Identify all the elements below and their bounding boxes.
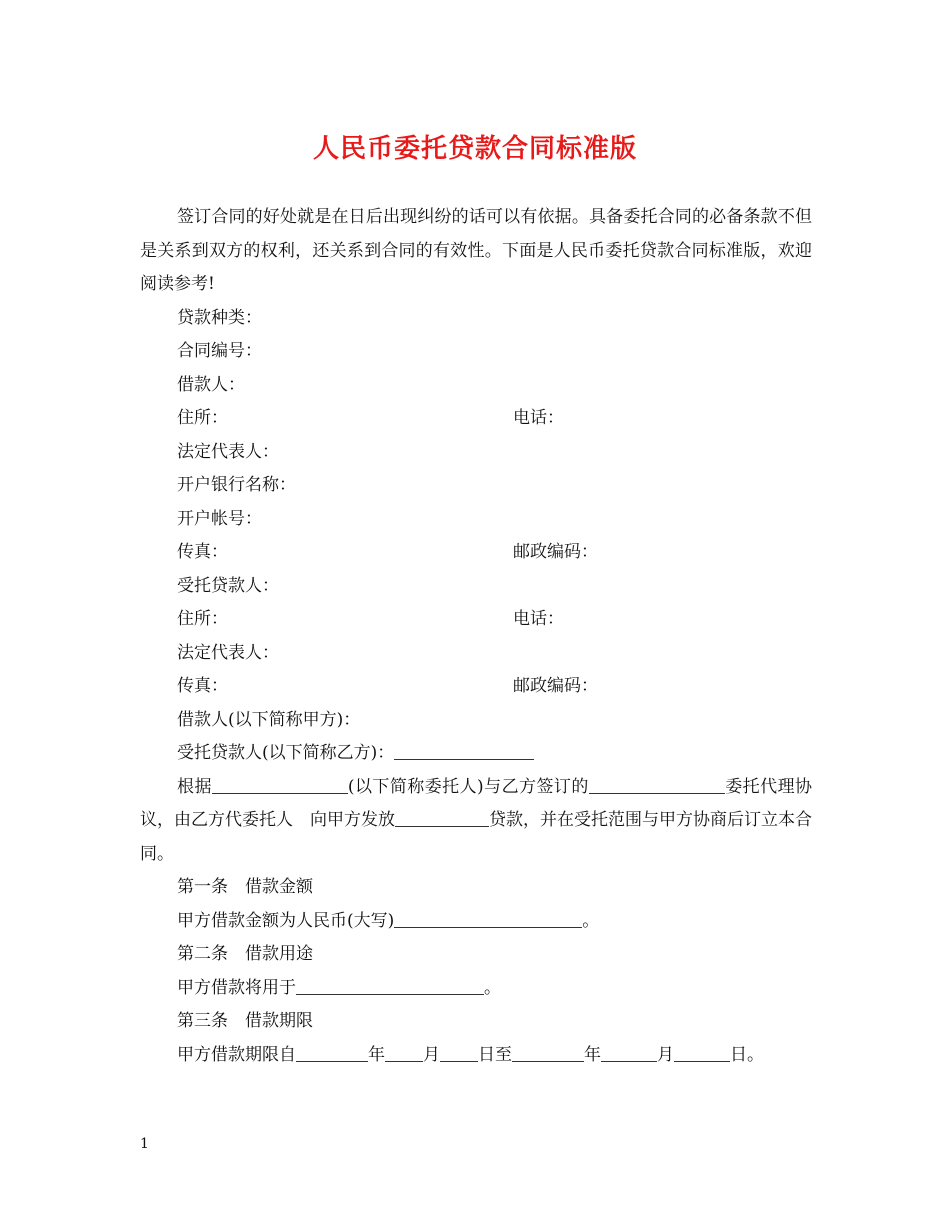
article-3-heading: 第三条 借款期限: [177, 1011, 313, 1031]
row-fax-postcode-2: [140, 670, 812, 704]
article-2-heading: 第二条 借款用途: [177, 944, 313, 964]
blank-amount: [394, 909, 582, 928]
blank-principal: [212, 775, 348, 794]
field-borrower: 借款人：: [177, 374, 245, 395]
field-address-1: 住所：: [177, 408, 228, 428]
article-3-from: 甲方借款期限自: [177, 1044, 296, 1065]
basis-paragraph: [140, 771, 812, 872]
blank-end-year: [512, 1043, 584, 1062]
field-phone-1: 电话：: [513, 408, 564, 428]
article-3-year-1: 年: [368, 1044, 385, 1065]
page-number: 1: [140, 1136, 149, 1152]
field-address-2: 住所：: [177, 609, 228, 629]
row-address-phone-1: [140, 402, 812, 436]
row-fax-postcode-1: [140, 536, 812, 570]
field-postcode-1: 邮政编码：: [513, 542, 598, 562]
article-1-text-after: 。: [582, 910, 600, 931]
row-address-phone-2: [140, 603, 812, 637]
field-postcode-2: 邮政编码：: [513, 676, 598, 696]
field-bank-name: 开户银行名称：: [177, 475, 296, 495]
blank-start-year: [296, 1043, 368, 1062]
article-2-text-before: 甲方借款将用于: [177, 977, 296, 998]
basis-text-3: 委托代理协议，由乙方代委托人 向甲方发放: [140, 776, 813, 830]
field-loan-type: 贷款种类：: [177, 307, 262, 328]
article-1-text: [140, 905, 812, 939]
blank-start-month: [385, 1043, 423, 1062]
article-1-heading: 第一条 借款金额: [177, 877, 313, 897]
blank-agreement: [589, 775, 725, 794]
field-contract-no: 合同编号：: [177, 341, 262, 361]
basis-text-2: (以下简称委托人)与乙方签订的: [347, 776, 589, 797]
field-party-a: 借款人(以下简称甲方)：: [177, 709, 361, 730]
field-legal-rep-2: 法定代表人：: [177, 642, 279, 663]
field-fax-1: 传真：: [177, 542, 228, 562]
document-body: [140, 201, 812, 1072]
article-2-text: [140, 972, 812, 1006]
basis-text-4: 贷款，并在受托范围与甲方协商后订立本合同。: [140, 810, 812, 864]
article-2-text-after: 。: [484, 977, 501, 998]
blank-purpose: [296, 976, 484, 995]
blank-end-month: [601, 1043, 657, 1062]
article-3-month-1: 月: [423, 1044, 440, 1065]
basis-text-1: 根据: [177, 776, 212, 797]
article-3-day-2: 日。: [730, 1044, 764, 1065]
field-legal-rep-1: 法定代表人：: [177, 441, 279, 462]
article-3-year-2: 年: [584, 1044, 601, 1065]
field-trustee-lender: 受托贷款人：: [177, 575, 279, 596]
article-1-text-before: 甲方借款金额为人民币(大写): [177, 910, 395, 931]
article-3-to: 日至: [478, 1044, 512, 1065]
article-3-text: [140, 1039, 812, 1073]
field-phone-2: 电话：: [513, 609, 564, 629]
field-party-b: 受托贷款人(以下简称乙方)：: [177, 743, 395, 763]
blank-party-b: [394, 741, 534, 760]
field-account-no: 开户帐号：: [177, 508, 262, 529]
blank-loan-kind: [395, 808, 489, 827]
intro-paragraph: 签订合同的好处就是在日后出现纠纷的话可以有依据。具备委托合同的必备条款不但是关系到双方的权利，还关系到合同的有效性。下面是人民币委托贷款合同标准版，欢迎阅读参考!: [140, 207, 812, 294]
blank-end-day: [674, 1043, 730, 1062]
field-fax-2: 传真：: [177, 676, 228, 696]
blank-start-day: [440, 1043, 478, 1062]
document-title: 人民币委托贷款合同标准版: [312, 134, 637, 164]
row-party-b: [140, 737, 812, 771]
article-3-month-2: 月: [657, 1044, 674, 1065]
